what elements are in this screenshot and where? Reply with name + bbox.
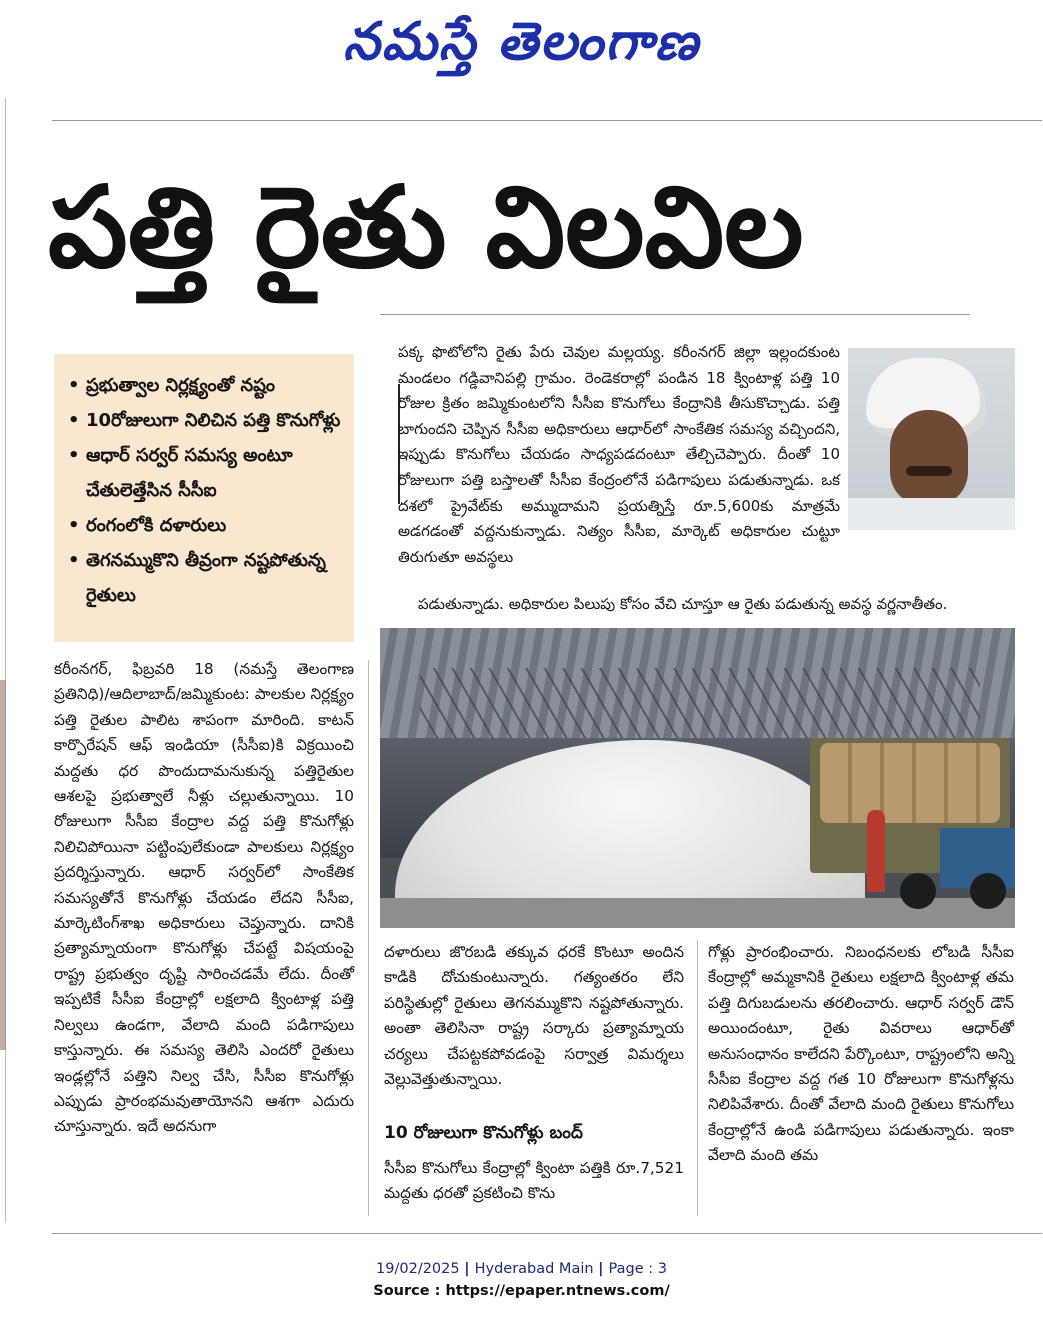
photo-caption-last-line: పడుతున్నాడు. అధికారుల పిలుపు కోసం వేచి చూస్తూ ఆ రైతు పడుతున్న అవస్థ వర్ణనాతీతం. xyxy=(418,595,948,613)
highlight-item: • రంగంలోకి దళారులు xyxy=(66,508,344,543)
footer-page: Page : 3 xyxy=(608,1261,667,1277)
cotton-bales xyxy=(820,743,1000,823)
headline: పత్తి రైతు విలవిల xyxy=(48,163,804,293)
article-column-2: దళారులు జొరబడి తక్కువ ధరకే కొంటూ అందిన కాడికి దోచుకుంటున్నారు. గత్యంతరం లేని పరిస్థితుల్లో రైతులు తెగనమ్ముకొని నష్టపోతున్నారు. అంతా తెలిసినా రాష్ట్ర సర్కారు ప్రత్యామ్నాయ చర్యలు చేపట్టకపోవడంపై సర్వాత్ర విమర్శలు వెల్లువెత్తుతున్నాయి. xyxy=(384,943,684,1089)
footer-source: Source : https://epaper.ntnews.com/ xyxy=(373,1283,670,1299)
page-footer xyxy=(0,1258,1043,1302)
photo-caption: పక్క ఫొటోలోని రైతు పేరు చెవుల మల్లయ్య. కరీంనగర్ జిల్లా ఇల్లందకుంట మండలం గడ్డివానిపల్లి గ్రామం. రెండెకరాల్లో పండిన 18 క్వింటాళ్ల పత్తి 10 రోజుల క్రితం జమ్మికుంటలోని సీసీఐ కొనుగోలు కేంద్రానికి తీసుకొచ్చాడు. పత్తి బాగుందని చెప్పిన సీసీఐ అధికారులు ఆధార్‌లో సాంకేతిక సమస్య వచ్చిందని, ఇప్పుడు కొనుగోలు చేయడం సాధ్యపడదంటూ తేల్చిచెప్పారు. దీంతో 10 రోజులుగా పత్తి బస్తాలతో సీసీఐ కేంద్రంలోనే పడిగాపులు పడుతున్నాడు. ఒక దశలో ప్రైవేట్‌కు అమ్ముదామని ప్రయత్నిస్తే రూ.5,600కు మాత్రమే అడగడంతో వద్దనుకున్నాడు. నిత్యం సీసీఐ, మార్కెట్ అధికారుల చుట్టూ తిరుగుతూ అవస్థలు xyxy=(398,343,840,566)
footer-date: 19/02/2025 xyxy=(376,1261,460,1277)
truck-wheel xyxy=(900,873,936,909)
worker xyxy=(867,810,885,892)
highlight-item: • 10రోజులుగా నిలిచిన పత్తి కొనుగోళ్లు xyxy=(66,403,344,438)
left-edge-rule xyxy=(5,98,6,1223)
article-subhead: 10 రోజులుగా కొనుగోళ్లు బంద్ xyxy=(384,1123,583,1143)
article-column-2-continued: సీసీఐ కొనుగోలు కేంద్రాల్లో క్వింటా పత్తికి రూ.7,521 మద్దతు ధరతో ప్రకటించి కొను xyxy=(384,1159,684,1203)
masthead xyxy=(0,0,1043,92)
moustache xyxy=(906,466,952,476)
cotton-yard-photo xyxy=(380,628,1015,928)
roof-truss xyxy=(420,668,980,738)
headline-underline xyxy=(380,314,970,315)
highlight-item: • తెగనమ్ముకొని తీవ్రంగా నష్టపోతున్న రైతులు xyxy=(66,543,344,613)
truck-wheel xyxy=(970,873,1006,909)
adjacent-page-photo-edge xyxy=(0,680,6,1050)
article-column-1: కరీంనగర్, ఫిబ్రవరి 18 (నమస్తే తెలంగాణ ప్రతినిధి)/ఆదిలాబాద్/జమ్మికుంట: పాలకుల నిర్లక్ష్యం పత్తి రైతుల పాలిట శాపంగా మారింది. కాటన్ కార్పొరేషన్ ఆఫ్ ఇండియా (సీసీఐ)కి విక్రయించి మద్దతు ధర పొందుదామనుకున్న పత్తిరైతుల ఆశలపై ప్రభుత్వాలే నీళ్లు చల్లుతున్నాయి. 10 రోజులుగా సీసీఐ కేంద్రాల వద్ద పత్తి కొనుగోళ్లు నిలిచిపోయినా పట్టింపులేకుండా పాలకులు నిర్లక్ష్యం ప్రదర్శిస్తున్నారు. ఆధార్ సర్వర్‌లో సాంకేతిక సమస్యతోనే కొనుగోళ్లు చేయడం లేదని సీసీఐ, మార్కెటింగ్‌శాఖ అధికారులు చెప్తున్నారు. దానికి ప్రత్యామ్నాయంగా కొనుగోళ్లు చేపట్టే విషయంపై రాష్ట్ర ప్రభుత్వం దృష్టి సారించడమే లేదు. దీంతో ఇప్పటికే సీసీఐ కేంద్రాల్లో లక్షలాది క్వింటాళ్ల పత్తి నిల్వలు ఉండగా, వేలాది మంది పడిగాపులు కాస్తున్నారు. ఈ సమస్య తెలిసి ఎందరో రైతులు ఇండ్లల్లోనే పత్తిని నిల్వ చేసి, సీసీఐ కొనుగోళ్లు ఎప్పుడు ప్రారంభమవుతాయోనని ఆశగా ఎదురు చూస్తున్నారు. ఇదే అదనుగా xyxy=(54,660,354,1136)
footer-edition: Hyderabad Main xyxy=(474,1261,594,1277)
farmer-portrait xyxy=(848,348,1015,530)
footer-separator: | xyxy=(598,1261,609,1277)
face xyxy=(890,410,968,506)
footer-meta xyxy=(0,1258,1043,1280)
footer-separator: | xyxy=(464,1261,475,1277)
shirt xyxy=(848,498,1015,530)
article-column-3: గోళ్లు ప్రారంభించారు. నిబంధనలకు లోబడి సీసీఐ కేంద్రాల్లో అమ్మకానికి రైతులు లక్షలాది క్వింటాళ్ల తమ పత్తి దిగుబడులను తరలించారు. ఆధార్ సర్వర్ డౌన్ అయిందంటూ, రైతు వివరాలు ఆధార్‌తో అనుసంధానం కాలేదని పేర్కొంటూ, రాష్ట్రంలోని అన్ని సీసీఐ కేంద్రాల వద్ద గత 10 రోజులుగా కొనుగోళ్లను నిలిపివేశారు. దీంతో వేలాది మంది రైతులు కొనుగోలు కేంద్రాల్లోనే ఉండి పడిగాపులు పడుతున్నారు. ఇంకా వేలాది మంది తమ xyxy=(708,943,1014,1165)
column-divider xyxy=(697,940,698,1216)
highlight-item: • ప్రభుత్వాల నిర్లక్ష్యంతో నష్టం xyxy=(66,368,344,403)
top-rule xyxy=(52,120,1042,121)
bottom-rule xyxy=(52,1233,1042,1234)
highlights-box xyxy=(54,354,354,642)
masthead-logo: నమస్తే తెలంగాణ xyxy=(343,11,700,72)
highlight-item: • ఆధార్ సర్వర్ సమస్య అంటూ చేతులెత్తేసిన సీసీఐ xyxy=(66,438,344,508)
column-divider xyxy=(368,660,369,1216)
